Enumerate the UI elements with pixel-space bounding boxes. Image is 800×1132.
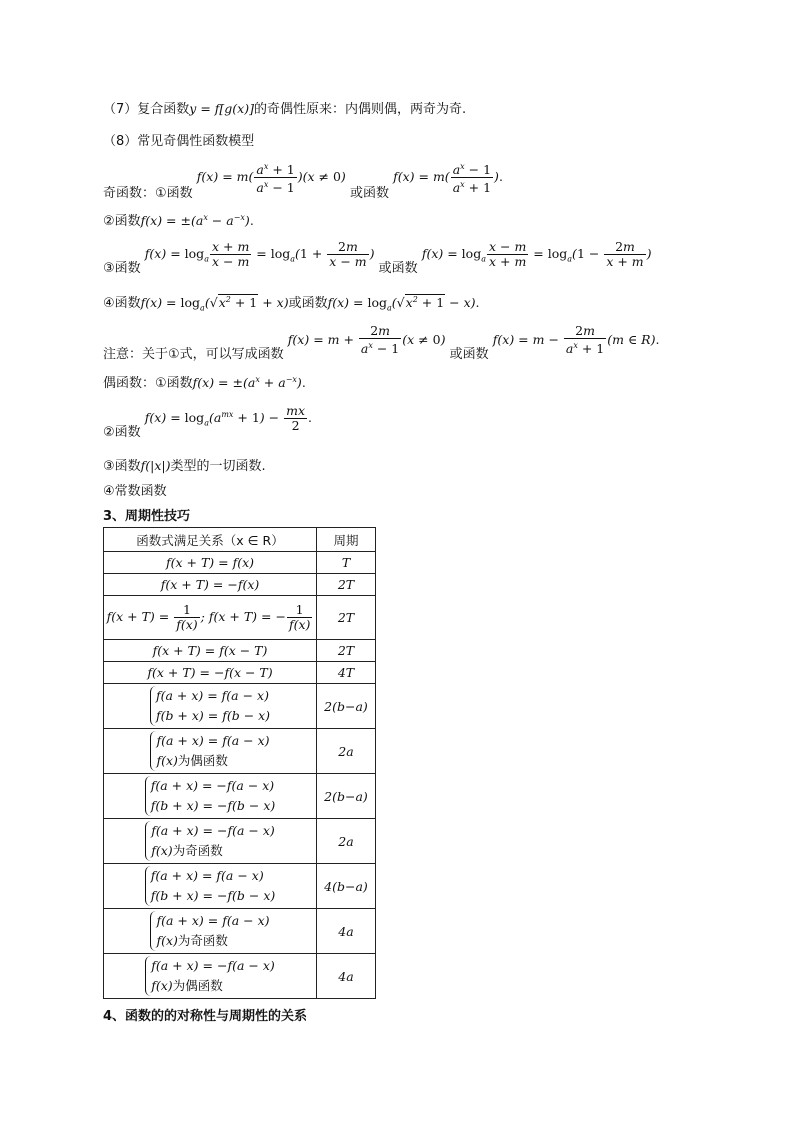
odd-1-formula-b: f(x) = m( $\frac{a^x - 1}{a^x + 1}$ ). (393, 162, 503, 196)
note-or: 或函数 (449, 346, 489, 362)
header-relation: 函数式满足关系（x ∈ R） (104, 528, 317, 552)
odd-4-label: ④函数 (103, 296, 141, 311)
item7-text: 的奇偶性原来：内偶则偶，两奇为奇. (253, 102, 467, 117)
table-row (104, 954, 376, 999)
period-cell: T (317, 552, 376, 574)
note-label: 注意：关于①式，可以写成函数 (103, 346, 284, 362)
item8-label: （8）常见奇偶性函数模型 (103, 134, 255, 149)
heading-3-text: 3、周期性技巧 (103, 509, 191, 524)
odd-3-formula-a: $f(x) = \log_a$ $\frac{x + m}{x - m}$ = $\log_a(1$ + $\frac{2m}{x - m}$ ) (144, 239, 375, 269)
relation-cell: f(a + x) = −f(a − x) f(x)为奇函数 (104, 819, 317, 864)
period-cell: 4a (317, 954, 376, 999)
header-period: 周期 (317, 528, 376, 552)
periodicity-table (103, 527, 376, 999)
even-2-formula: $f(x) = \log_a(a^{mx} + 1)$ − $\frac{mx}{2}$ . (144, 403, 312, 433)
period-cell: 2a (317, 819, 376, 864)
even-function-1 (103, 372, 306, 391)
odd-3-or: 或函数 (378, 261, 418, 276)
even-function-4 (103, 480, 167, 499)
table-row (104, 909, 376, 954)
section-heading-4 (103, 1005, 307, 1024)
item7-label: （7）复合函数 (103, 102, 190, 117)
relation-cell: f(x + T) = f(x) (104, 552, 317, 574)
period-cell: 2T (317, 640, 376, 662)
line-item-8 (103, 130, 254, 149)
period-cell: 2T (317, 596, 376, 640)
even-3-text: 类型的一切函数. (170, 459, 266, 474)
relation-cell: f(a + x) = f(a − x) f(b + x) = f(b − x) (104, 684, 317, 729)
note-formula-b: f(x) = m − $\frac{2m}{a^x + 1}$ (m ∈ R). (492, 323, 660, 357)
even-1-label: 偶函数：①函数 (103, 376, 193, 391)
relation-cell: f(a + x) = −f(a − x) f(x)为偶函数 (104, 954, 317, 999)
relation-cell: f(a + x) = f(a − x) f(x)为奇函数 (104, 909, 317, 954)
odd-4-formula-a: $f(x) = \log_a(√x^2 + 1 + x)$ (140, 294, 289, 313)
period-cell: 2(b−a) (317, 774, 376, 819)
table-row (104, 640, 376, 662)
even-function-2 (103, 403, 312, 440)
odd-function-4 (103, 292, 480, 313)
relation-cell: f(x + T) = −f(x) (104, 574, 317, 596)
heading-4-text: 4、函数的的对称性与周期性的关系 (103, 1009, 308, 1024)
relation-cell: f(x + T) = f(x − T) (104, 640, 317, 662)
table-row (104, 662, 376, 684)
period-cell: 4a (317, 909, 376, 954)
table-row (104, 864, 376, 909)
period-cell: 2(b−a) (317, 684, 376, 729)
odd-3-label: ③函数 (103, 261, 141, 276)
table-row (104, 596, 376, 640)
note-formula-a: f(x) = m + $\frac{2m}{a^x - 1}$ (x ≠ 0) (287, 323, 446, 357)
odd-2-label: ②函数 (103, 214, 141, 229)
table-row (104, 552, 376, 574)
odd-function-3 (103, 239, 652, 276)
odd-4-or: 或函数 (288, 296, 328, 311)
even-1-formula: $f(x) = \pm(a^x + a^{-x})$. (192, 374, 306, 390)
section-heading-3 (103, 505, 190, 524)
odd-1-formula-a: f(x) = m( $\frac{a^x + 1}{a^x - 1}$ )(x ≠ 0) (196, 162, 346, 196)
relation-cell: f(a + x) = f(a − x) f(x)为偶函数 (104, 729, 317, 774)
relation-cell: f(a + x) = f(a − x) f(b + x) = −f(b − x) (104, 864, 317, 909)
composite-function-formula: y = f[g(x)] (189, 101, 254, 116)
odd-2-formula: $f(x) = \pm(a^x - a^{-x})$. (140, 212, 254, 228)
odd-1-label: 奇函数：①函数 (103, 186, 193, 202)
table-row (104, 729, 376, 774)
line-item-7 (103, 98, 466, 117)
relation-cell: f(x + T) = −f(x − T) (104, 662, 317, 684)
table-row (104, 684, 376, 729)
note-line (103, 323, 660, 362)
even-3-formula: f(|x|) (140, 458, 171, 473)
even-4-label: ④常数函数 (103, 484, 167, 499)
odd-function-2 (103, 210, 254, 229)
even-3-label: ③函数 (103, 459, 141, 474)
odd-1-or: 或函数 (349, 186, 389, 202)
table-row (104, 574, 376, 596)
table-row (104, 819, 376, 864)
period-cell: 2a (317, 729, 376, 774)
odd-function-1 (103, 160, 503, 202)
period-cell: 4T (317, 662, 376, 684)
period-cell: 2T (317, 574, 376, 596)
table-row (104, 774, 376, 819)
even-function-3 (103, 455, 266, 474)
odd-3-formula-b: $f(x) = \log_a$ $\frac{x - m}{x + m}$ = $\log_a(1$ − $\frac{2m}{x + m}$ ) (421, 239, 652, 269)
even-2-label: ②函数 (103, 425, 141, 440)
odd-4-formula-b: $f(x) = \log_a(√x^2 + 1 - x)$. (327, 294, 480, 313)
relation-cell: f(a + x) = −f(a − x) f(b + x) = −f(b − x) (104, 774, 317, 819)
period-cell: 4(b−a) (317, 864, 376, 909)
relation-cell: f(x + T) = $\frac{1}{f(x)}$ ; f(x + T) = − $\frac{1}{f(x)}$ (104, 596, 317, 640)
table-header-row (104, 528, 376, 552)
